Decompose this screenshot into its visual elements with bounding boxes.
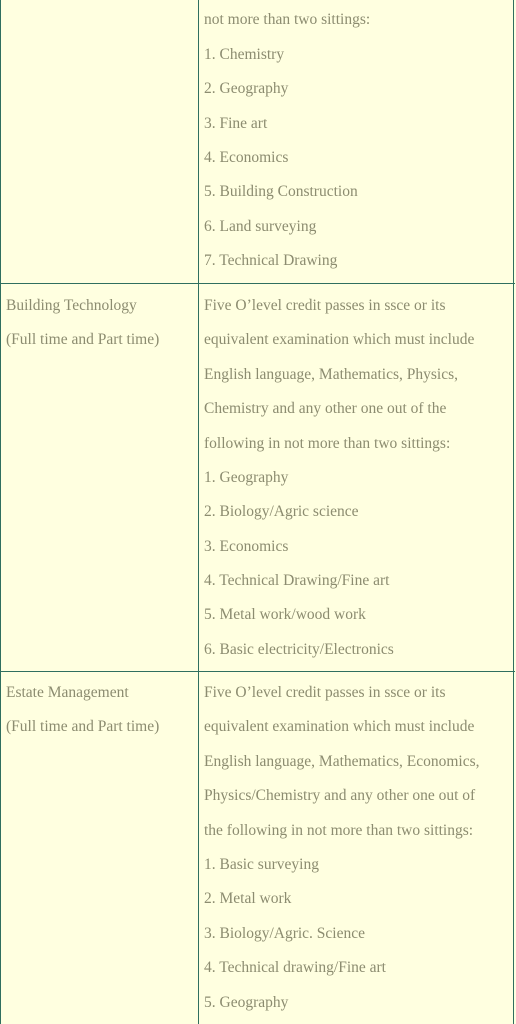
subject-list-item: 5. Metal work/wood work (204, 606, 366, 623)
requirement-line: English language, Mathematics, Physics, (204, 366, 458, 383)
requirements-cell (199, 0, 515, 283)
subject-list-item: 3. Fine art (204, 115, 268, 132)
subject-list-item: 4. Technical Drawing/Fine art (204, 572, 390, 589)
subject-list-item: 2. Metal work (204, 890, 292, 907)
requirement-line: Physics/Chemistry and any other one out of (204, 787, 476, 804)
subject-list-item: 3. Economics (204, 538, 289, 555)
subject-list-item: 1. Geography (204, 469, 289, 486)
program-cell (1, 284, 199, 671)
subject-list-item: 3. Biology/Agric. Science (204, 925, 365, 942)
table-row (1, 0, 515, 284)
program-name: Building Technology (6, 297, 137, 314)
requirement-line: not more than two sittings: (204, 11, 371, 28)
subject-list-item: 6. Basic electricity/Electronics (204, 641, 394, 658)
subject-list-item: 6. Land surveying (204, 218, 317, 235)
requirement-line: equivalent examination which must include (204, 331, 475, 348)
subject-list-item: 1. Chemistry (204, 46, 285, 63)
requirement-line: Five O’level credit passes in ssce or its (204, 684, 446, 701)
requirement-line: the following in not more than two sittings: (204, 822, 474, 839)
subject-list-item: 2. Geography (204, 80, 289, 97)
requirement-line: following in not more than two sittings: (204, 435, 451, 452)
program-cell (1, 0, 199, 283)
requirement-line: Chemistry and any other one out of the (204, 400, 447, 417)
requirement-line: equivalent examination which must include (204, 718, 475, 735)
requirements-cell (199, 672, 515, 1024)
program-mode: (Full time and Part time) (6, 718, 160, 735)
subject-list-item: 4. Technical drawing/Fine art (204, 959, 386, 976)
subject-list-item: 7. Technical Drawing (204, 252, 338, 269)
subject-list-item: 5. Building Construction (204, 183, 358, 200)
requirements-cell (199, 284, 515, 671)
subject-list-item: 4. Economics (204, 149, 289, 166)
subject-list-item: 5. Geography (204, 994, 289, 1011)
program-name: Estate Management (6, 684, 129, 701)
subject-list-item: 1. Basic surveying (204, 856, 319, 873)
requirement-line: Five O’level credit passes in ssce or its (204, 297, 446, 314)
table-row (1, 672, 515, 1024)
subject-list-item: 2. Biology/Agric science (204, 503, 359, 520)
program-cell (1, 672, 199, 1024)
requirement-line: English language, Mathematics, Economics, (204, 753, 480, 770)
program-mode: (Full time and Part time) (6, 331, 160, 348)
table-row (1, 284, 515, 672)
